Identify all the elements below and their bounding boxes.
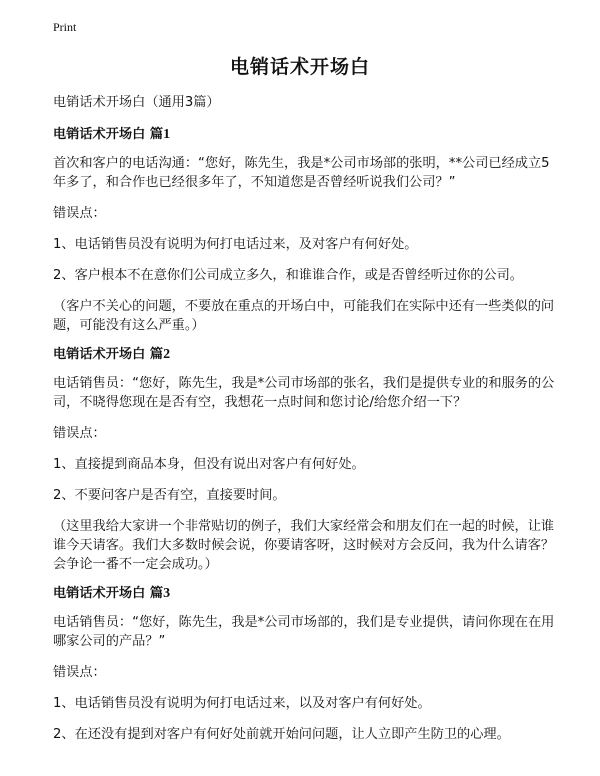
paragraph: 2、不要问客户是否有空，直接要时间。	[53, 488, 286, 503]
paragraph: （这里我给大家讲一个非常贴切的例子，我们大家经常会和朋友们在一起的时候，让谁谁今天请客。我们大多数时候会说，你要请客呀，这时候对方会反问，我为什么请客？会争论一番不一定会成功。）	[53, 519, 555, 572]
paragraph: 2、客户根本不在意你们公司成立多久，和谁谁合作，或是否曾经听过你的公司。	[53, 268, 523, 283]
paragraph: 错误点：	[53, 426, 106, 441]
paragraph: 1、电话销售员没有说明为何打电话过来，及对客户有何好处。	[53, 237, 418, 252]
section-heading: 电销话术开场白 篇1	[53, 127, 171, 142]
paragraph: 错误点：	[53, 665, 106, 680]
paragraph: 错误点：	[53, 206, 106, 221]
paragraph: （客户不关心的问题，不要放在重点的开场白中，可能我们在实际中还有一些类似的问题，可能没有这么严重。）	[53, 299, 555, 333]
section-2	[53, 345, 558, 574]
section-heading: 电销话术开场白 篇2	[53, 347, 171, 362]
paragraph: 电话销售员：“您好，陈先生，我是*公司市场部的，我们是专业提供，请问你现在在用哪家公司的产品？”	[53, 615, 555, 649]
section-1	[53, 125, 558, 335]
document-title: 电销话术开场白	[229, 56, 370, 78]
document-body	[53, 93, 558, 756]
paragraph: 2、在还没有提到对客户有何好处前就开始问问题，让人立即产生防卫的心理。	[53, 727, 510, 742]
section-heading: 电销话术开场白 篇3	[53, 586, 171, 601]
paragraph: 首次和客户的电话沟通：“您好，陈先生，我是*公司市场部的张明，**公司已经成立5年多了，和合作也已经很多年了，不知道您是否曾经听说我们公司？”	[53, 156, 550, 190]
document-subtitle: 电销话术开场白（通用3篇）	[53, 95, 220, 110]
paragraph: 电话销售员：“您好，陈先生，我是*公司市场部的张名，我们是提供专业的和服务的公司，不晓得您现在是否有空，我想花一点时间和您讨论/给您介绍一下？	[53, 376, 555, 410]
paragraph: 1、直接提到商品本身，但没有说出对客户有何好处。	[53, 457, 365, 472]
paragraph: 1、电话销售员没有说明为何打电话过来，以及对客户有何好处。	[53, 696, 431, 711]
section-3	[53, 584, 558, 744]
print-link[interactable]: Print	[53, 20, 77, 34]
